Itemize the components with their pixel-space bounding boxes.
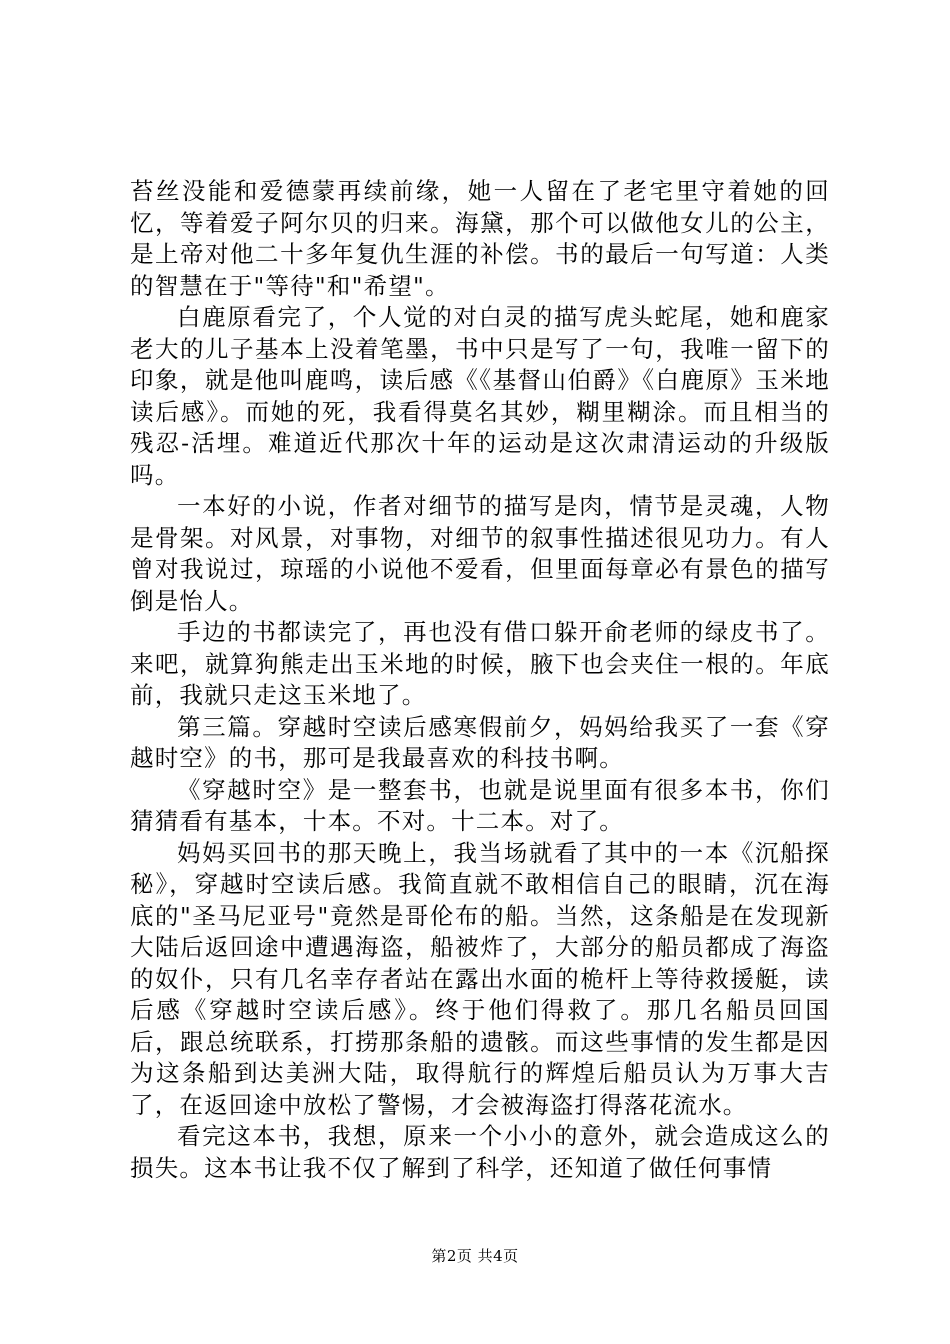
paragraph-6: 《穿越时空》是一整套书，也就是说里面有很多本书，你们猜猜看有基本，十本。不对。十二本。对了。 (130, 775, 830, 835)
document-body (130, 176, 830, 1184)
paragraph-3: 一本好的小说，作者对细节的描写是肉，情节是灵魂，人物是骨架。对风景，对事物，对细节的叙事性描述很见功力。有人曾对我说过，琼瑶的小说他不爱看，但里面每章必有景色的描写倒是怡人。 (130, 492, 830, 615)
paragraph-1: 苔丝没能和爱德蒙再续前缘，她一人留在了老宅里守着她的回忆，等着爱子阿尔贝的归来。海黛，那个可以做他女儿的公主，是上帝对他二十多年复仇生涯的补偿。书的最后一句写道：人类的智慧在于"等待"和"希望"。 (130, 177, 830, 300)
paragraph-5: 第三篇。穿越时空读后感寒假前夕，妈妈给我买了一套《穿越时空》的书，那可是我最喜欢的科技书啊。 (130, 712, 830, 772)
paragraph-7: 妈妈买回书的那天晚上，我当场就看了其中的一本《沉船探秘》，穿越时空读后感。我简直就不敢相信自己的眼睛，沉在海底的"圣马尼亚号"竟然是哥伦布的船。当然，这条船是在发现新大陆后返回途中遭遇海盗，船被炸了，大部分的船员都成了海盗的奴仆，只有几名幸存者站在露出水面的桅杆上等待救援艇，读后感《穿越时空读后感》。终于他们得救了。那几名船员回国后，跟总统联系，打捞那条船的遗骸。而这些事情的发生都是因为这条船到达美洲大陆，取得航行的辉煌后船员认为万事大吉了，在返回途中放松了警惕，才会被海盗打得落花流水。 (130, 838, 830, 1119)
paragraph-2: 白鹿原看完了，个人觉的对白灵的描写虎头蛇尾，她和鹿家老大的儿子基本上没着笔墨，书中只是写了一句，我唯一留下的印象，就是他叫鹿鸣，读后感《《基督山伯爵》《白鹿原》玉米地读后感》。而她的死，我看得莫名其妙，糊里糊涂。而且相当的残忍-活埋。难道近代那次十年的运动是这次肃清运动的升级版吗。 (130, 303, 830, 489)
page-number-footer: 第2页 共4页 (431, 1247, 519, 1265)
paragraph-8: 看完这本书，我想，原来一个小小的意外，就会造成这么的损失。这本书让我不仅了解到了科学，还知道了做任何事情 (130, 1122, 830, 1182)
paragraph-4: 手边的书都读完了，再也没有借口躲开俞老师的绿皮书了。来吧，就算狗熊走出玉米地的时候，腋下也会夹住一根的。年底前，我就只走这玉米地了。 (130, 618, 830, 709)
